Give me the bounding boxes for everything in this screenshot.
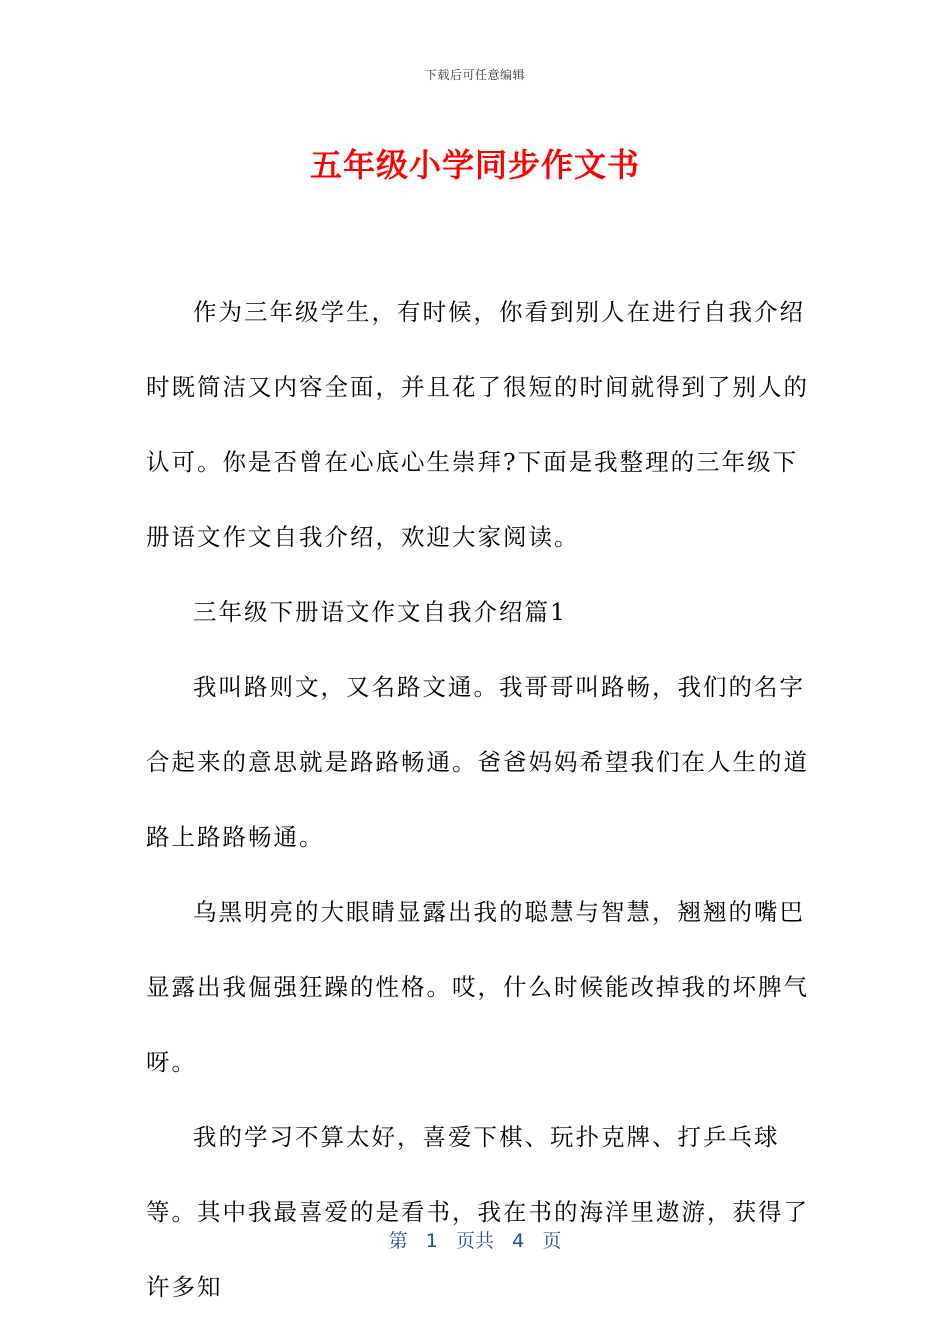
paragraph-name: 我叫路则文，又名路文通。我哥哥叫路畅，我们的名字合起来的意思就是路路畅通。爸爸妈妈希望我们在人生的道路上路路畅通。 [146, 673, 809, 851]
footer-total-pages: 4 [512, 1230, 525, 1252]
paragraph-intro: 作为三年级学生，有时候，你看到别人在进行自我介绍时既简洁又内容全面，并且花了很短的时间就得到了别人的认可。你是否曾在心底心生崇拜?下面是我整理的三年级下册语文作文自我介绍，欢迎大家阅读。 [146, 298, 809, 551]
page-footer [0, 1226, 950, 1253]
footer-middle: 页共 [455, 1230, 494, 1252]
document-body [146, 275, 816, 1325]
footer-current-page: 1 [425, 1230, 438, 1252]
footer-prefix: 第 [388, 1230, 408, 1252]
footer-suffix: 页 [542, 1230, 562, 1252]
paragraph-appearance: 乌黑明亮的大眼睛显露出我的聪慧与智慧，翘翘的嘴巴显露出我倔强狂躁的性格。哎，什么时候能改掉我的坏脾气呀。 [146, 898, 809, 1076]
header-note: 下载后可任意编辑 [424, 68, 525, 82]
document-title: 五年级小学同步作文书 [309, 146, 640, 184]
paragraph-hobbies: 我的学习不算太好，喜爱下棋、玩扑克牌、打乒乓球等。其中我最喜爱的是看书，我在书的海洋里遨游，获得了许多知 [146, 1123, 809, 1301]
paragraph-heading: 三年级下册语文作文自我介绍篇1 [193, 598, 567, 626]
